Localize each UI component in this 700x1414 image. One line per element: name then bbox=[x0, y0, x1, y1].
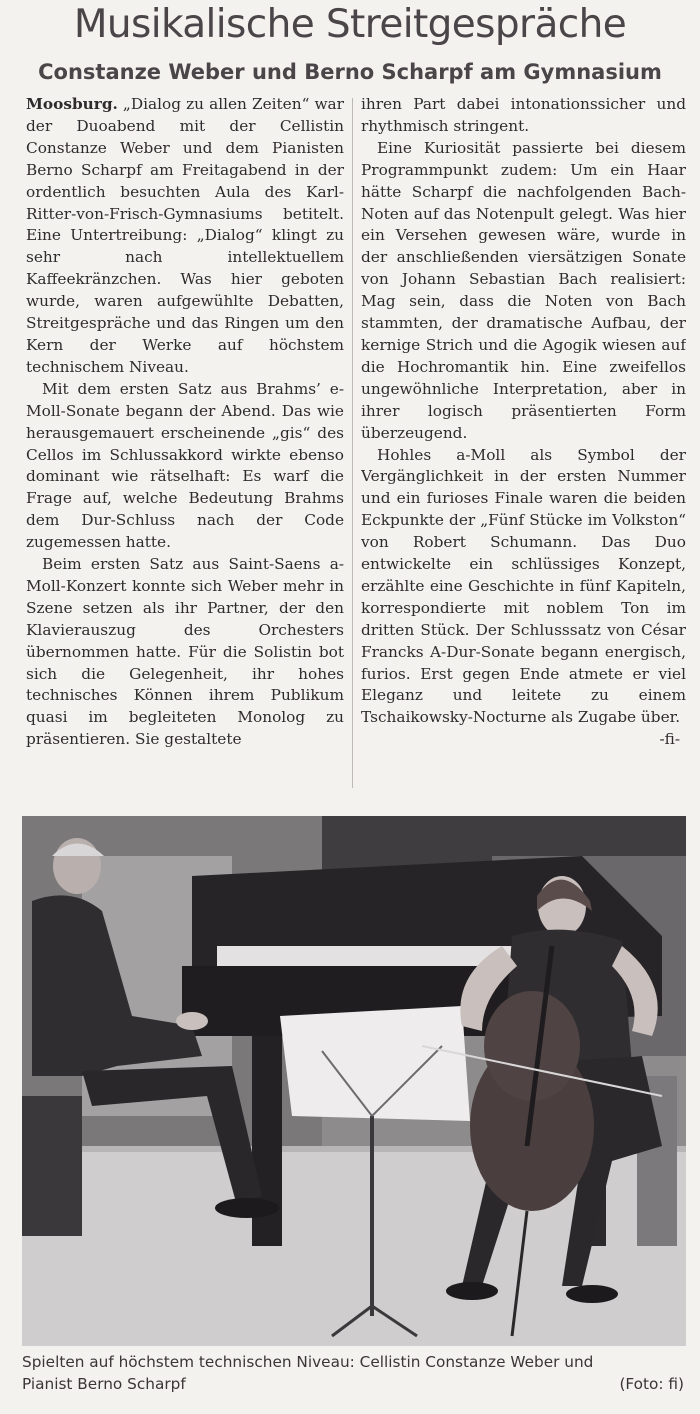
photo-caption bbox=[22, 1351, 688, 1405]
column-divider bbox=[352, 98, 353, 788]
article-paragraph: ihren Part dabei intonationssicher und rhythmisch stringent. bbox=[361, 95, 686, 135]
dateline: Moosburg. bbox=[26, 95, 118, 113]
concert-photo bbox=[22, 816, 686, 1346]
paragraph-text: Hohles a-Moll als Symbol der Vergänglichkeit in der ersten Nummer und ein furioses Finale waren die beiden Eckpunkte der „Fünf Stücke im Volkston“ von Robert Schumann. Das Duo entwickelte ein schlüssiges Konzept, erzählte eine Geschichte in fünf Kapiteln, korrespondierte mit noblem Ton im dritten Stück. Der Schlusssatz von César Francks A-Dur-Sonate begann energisch, furios. Erst gegen Ende atmete er viel Eleganz und leitete zu einem Tschaikowsky-Nocturne als Zugabe über. bbox=[361, 445, 686, 727]
caption-line-1: Spielten auf höchstem technischen Niveau: Cellistin Constanze Weber und bbox=[22, 1353, 594, 1371]
article-paragraph: Eine Kuriosität passierte bei diesem Programmpunkt zudem: Um ein Haar hätte Scharpf die nachfolgenden Bach-Noten auf das Notenpult gelegt. Was hier ein Versehen gewesen wäre, wurde in der anschließenden viersätzigen Sonate von Johann Sebastian Bach realisiert: Mag sein, dass die Noten von Bach stammten, der dramatische Aufbau, der kernige Strich und die Agogik wiesen auf die Hochromantik hin. Eine zweifellos ungewöhnliche Interpretation, aber in ihrer logisch präsentierten Form überzeugend. bbox=[361, 138, 686, 442]
paragraph-text: „Dialog zu allen Zeiten“ war der Duoabend mit der Cellistin Constanze Weber und dem Pianisten Berno Scharpf am Freitagabend in der ordentlich besuchten Aula des Karl-Ritter-von-Frisch-Gymnasiums betitelt. Eine Untertreibung: „Dialog“ klingt zu sehr nach intellektuellem Kaffeekränzchen. Was hier geboten wurde, waren aufgewühlte Debatten, Streitgespräche und das Ringen um den Kern der Werke auf höchstem technischem Niveau. bbox=[26, 95, 344, 376]
subheadline: Constanze Weber und Berno Scharpf am Gymnasium bbox=[38, 60, 662, 84]
article-paragraph: Mit dem ersten Satz aus Brahms’ e-Moll-Sonate begann der Abend. Das wie herausgemauert erscheinende „gis“ des Cellos im Schlussakkord wirkte ebenso dominant wie rätselhaft: Es warf die Frage auf, welche Bedeutung Brahms dem Dur-Schluss nach der Code zugemessen hatte. bbox=[26, 379, 344, 552]
caption-line-2: Pianist Berno Scharpf bbox=[22, 1375, 186, 1393]
author-signature: -fi- bbox=[659, 730, 680, 749]
photo-credit: (Foto: fi) bbox=[619, 1375, 684, 1393]
article-paragraph bbox=[26, 94, 344, 379]
article-paragraph bbox=[361, 445, 686, 749]
article-column-left bbox=[26, 94, 344, 792]
headline: Musikalische Streitgespräche bbox=[73, 2, 627, 47]
article-column-right bbox=[361, 94, 686, 792]
article-paragraph: Beim ersten Satz aus Saint-Saens a-Moll-Konzert konnte sich Weber mehr in Szene setzen als ihr Partner, der den Klavierauszug des Orchesters übernommen hatte. Für die Solistin bot sich die Gelegenheit, ihr hohes technisches Können ihrem Publikum quasi im begleiteten Monolog zu präsentieren. Sie gestaltete bbox=[26, 555, 344, 749]
